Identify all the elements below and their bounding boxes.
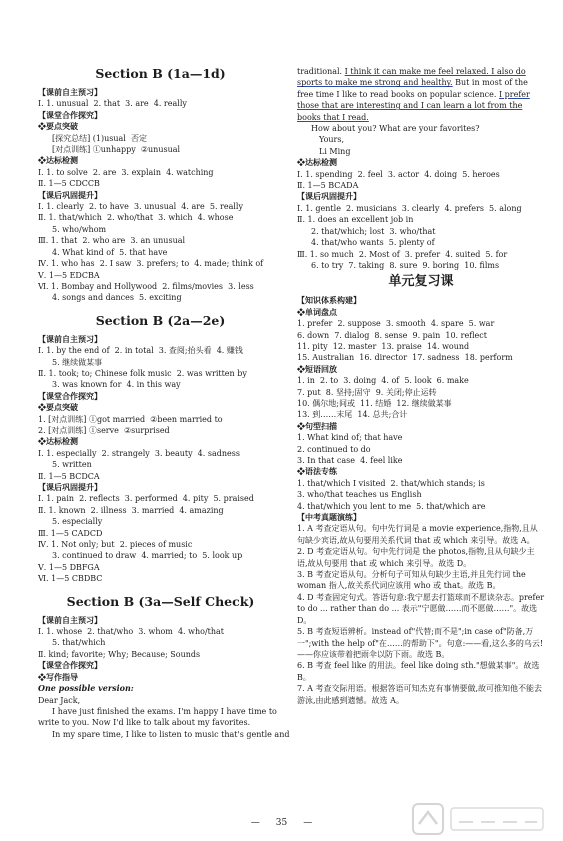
underlined-text: I prefer bbox=[498, 89, 530, 99]
text-line: Ⅵ. 1. Bombay and Hollywood 2. films/movies 3. less bbox=[38, 281, 254, 291]
text-line bbox=[297, 100, 545, 111]
section-tag: 【课前自主预习】 bbox=[38, 333, 102, 344]
subsection-label: ❖单词盘点 bbox=[297, 306, 337, 317]
section-tag: 【课前自主预习】 bbox=[38, 614, 102, 625]
text-line: 1. prefer 2. suppose 3. smooth 4. spare 5. war bbox=[297, 319, 495, 329]
text-line: Yours, bbox=[319, 135, 345, 145]
section-tag: 【课堂合作探究】 bbox=[38, 660, 102, 671]
text-line: Ⅴ. 1—5 DBFGA bbox=[38, 562, 100, 572]
text-line: 3. who/that teaches us English bbox=[297, 490, 422, 500]
underlined-text: I think it can make me feel relaxed. I also do bbox=[344, 67, 526, 76]
text-line: Ⅰ. 1. unusual 2. that 3. are 4. really bbox=[38, 99, 187, 109]
text-line: Ⅴ. 1—5 EDCBA bbox=[38, 270, 100, 280]
text-line: 4. that/which you lent to me 5. that/which are bbox=[297, 501, 486, 511]
underlined-text: those that are interesting and I can learn a lot from the bbox=[297, 101, 523, 111]
text-line: 1. [对点训练] ①got married ②been married to bbox=[38, 414, 223, 424]
text-line: 3. B 考查定语从句。分析句子可知从句缺少主语,并且先行词 the woman 指人,故关系代词应该用 who 或 that。故选 B。 bbox=[297, 570, 526, 591]
text-line: 5. 继续做某事 bbox=[52, 357, 103, 367]
text-line: 1. that/which I visited 2. that/which stands; is bbox=[297, 478, 485, 488]
text-line: Ⅰ. 1. pain 2. reflects 3. performed 4. pity 5. praised bbox=[38, 494, 254, 504]
text-line: Ⅱ. 1—5 CDCCB bbox=[38, 179, 100, 189]
text-line: I have just finished the exams. I'm happy I have time to bbox=[52, 706, 277, 716]
text-line: Dear Jack, bbox=[38, 695, 81, 705]
text-line: 13. 到……末尾 14. 总共;合计 bbox=[297, 410, 408, 420]
text-line: 3. was known for 4. in this way bbox=[52, 380, 181, 390]
subsection-label: ❖达标检测 bbox=[297, 157, 337, 168]
text-line: 4. D 考查固定句式。答语句意:我宁愿去打篮球而不愿读杂志。prefer to do ... rather than do ... 表示"宁愿做……而不愿做……"。故选 D。 bbox=[297, 592, 545, 625]
section-tag: 【课前自主预习】 bbox=[38, 87, 102, 97]
text-line: Ⅰ. 1. especially 2. strangely 3. beauty 4. sadness bbox=[38, 448, 240, 458]
text-line bbox=[297, 112, 545, 123]
text-line: 1. in 2. to 3. doing 4. of 5. look 6. make bbox=[297, 376, 469, 386]
text-line: 2. continued to do bbox=[297, 444, 371, 454]
text-line: Ⅱ. 1. does an excellent job in bbox=[297, 215, 414, 225]
text-line: 3. continued to draw 4. married; to 5. look up bbox=[52, 551, 243, 561]
text-line: 5. written bbox=[52, 460, 92, 470]
text-line: One possible version: bbox=[38, 683, 134, 694]
text-line: Ⅳ. 1. who has 2. I saw 3. prefers; to 4. made; think of bbox=[38, 259, 264, 269]
text-line: 2. D 考查定语从句。句中先行词是 the photos,指物,且从句缺少主语,故从句要用 that 或 which 来引导。故选 D。 bbox=[297, 547, 535, 568]
text-line: 1. A 考查定语从句。句中先行词是 a movie experience,指物,且从句缺少宾语,故从句要用关系代词 that 或 which 来引导。故选 A。 bbox=[297, 524, 538, 545]
subsection-label: ❖语法专练 bbox=[297, 466, 337, 477]
text-line: 6. to try 7. taking 8. sure 9. boring 10. films bbox=[311, 260, 500, 270]
text-line: [对点训练] ①unhappy ②unusual bbox=[52, 145, 181, 155]
text-line: Ⅲ. 1. that 2. who are 3. an unusual bbox=[38, 236, 186, 246]
section-tag: 【课堂合作探究】 bbox=[38, 109, 102, 120]
text-line: 4. that/who wants 5. plenty of bbox=[311, 238, 435, 248]
subsection-label: ❖要点突破 bbox=[38, 402, 78, 413]
text-line: Ⅱ. 1. that/which 2. who/that 3. which 4. whose bbox=[38, 213, 234, 223]
section-tag: 【课后巩固提升】 bbox=[38, 189, 102, 200]
text-line: 5. who/whom bbox=[52, 224, 107, 234]
text-line: Ⅱ. kind; favorite; Why; Because; Sounds bbox=[38, 649, 201, 659]
text-line: Ⅱ. 1—5 BCADA bbox=[297, 181, 359, 191]
text-line: 5. that/which bbox=[52, 638, 106, 648]
text-line: Li Ming bbox=[319, 146, 351, 156]
section-heading: Section B (1a—1d) bbox=[95, 66, 226, 81]
text-line: 7. A 考查交际用语。根据答语可知杰克有事情要做,故可推知他不能去游泳,由此感到遗憾。故选 A。 bbox=[297, 684, 543, 705]
left-column bbox=[38, 66, 290, 740]
section-tag: 【课后巩固提升】 bbox=[297, 191, 361, 202]
text-line: Ⅰ. 1. by the end of 2. in total 3. 查阅;抬头看 4. 赚钱 bbox=[38, 346, 243, 356]
section-tag: 【知识体系构建】 bbox=[297, 295, 361, 306]
text-line: write to you. Now I'd like to talk about my favorites. bbox=[38, 718, 251, 728]
text-line: 2. that/which; lost 3. who/that bbox=[311, 226, 436, 236]
subsection-label: ❖达标检测 bbox=[38, 155, 78, 166]
text-line: 10. 偶尔地;间或 11. 结婚 12. 继续做某事 bbox=[297, 398, 452, 408]
subsection-label: ❖要点突破 bbox=[38, 121, 78, 132]
text-line: 15. Australian 16. director 17. sadness 18. perform bbox=[297, 353, 513, 363]
text-line: Ⅰ. 1. clearly 2. to have 3. unusual 4. are 5. really bbox=[38, 202, 243, 212]
text-line: How about you? What are your favorites? bbox=[311, 124, 480, 134]
text-line: 5. B 考查短语辨析。instead of"代替;而不是";in case of"防备,万一";with the help of"在……的帮助下"。句意:——看,这么多的乌云!——你应该带着把雨伞以防下雨。故选 B。 bbox=[297, 627, 544, 659]
page-number: — 35 — bbox=[250, 818, 313, 828]
page-number-value: 35 bbox=[275, 818, 288, 828]
subsection-label: ❖句型扫描 bbox=[297, 420, 337, 431]
text-line: sports to make me strong and healthy. But in most of the bbox=[297, 78, 528, 88]
text-line: 1. What kind of; that have bbox=[297, 433, 403, 443]
text-line: Ⅱ. 1. known 2. illness 3. married 4. amazing bbox=[38, 505, 224, 515]
text-line: Ⅱ. 1—5 BCDCA bbox=[38, 471, 100, 481]
text-line: Ⅰ. 1. whose 2. that/who 3. whom 4. who/that bbox=[38, 627, 224, 637]
text-line: Ⅰ. 1. spending 2. feel 3. actor 4. doing 5. heroes bbox=[297, 169, 500, 179]
text-line: 2. [对点训练] ①serve ②surprised bbox=[38, 425, 170, 435]
subsection-label: ❖短语回放 bbox=[297, 363, 337, 374]
unit-review-title: 单元复习课 bbox=[388, 274, 454, 290]
underlined-text: sports to make me strong and healthy. bbox=[297, 78, 453, 88]
text-line: Ⅰ. 1. gentle 2. musicians 3. clearly 4. prefers 5. along bbox=[297, 203, 522, 213]
text-line: 11. pity 12. master 13. praise 14. wound bbox=[297, 341, 470, 351]
text-line: 6. B 考查 feel like 的用法。feel like doing sth."想做某事"。故选 B。 bbox=[297, 661, 540, 682]
text-line: Ⅰ. 1. to solve 2. are 3. explain 4. watching bbox=[38, 167, 214, 177]
text-line: 5. especially bbox=[52, 517, 103, 527]
right-column bbox=[297, 66, 545, 706]
underlined-text: books that I read. bbox=[297, 112, 369, 122]
text-line: 3. In that case 4. feel like bbox=[297, 456, 403, 465]
subsection-label: ❖达标检测 bbox=[38, 436, 78, 447]
subsection-label: ❖写作指导 bbox=[38, 671, 78, 682]
text-line: Ⅳ. 1. Not only; but 2. pieces of music bbox=[38, 540, 193, 550]
text-line: 7. put 8. 坚持;固守 9. 关闭;停止运转 bbox=[297, 387, 437, 397]
section-tag: 【课后巩固提升】 bbox=[38, 482, 102, 492]
text-line: traditional. I think it can make me feel relaxed. I also do bbox=[297, 67, 526, 76]
text-line: 6. down 7. dialog 8. sense 9. pain 10. reflect bbox=[297, 330, 487, 340]
section-tag: 【课堂合作探究】 bbox=[38, 390, 102, 401]
text-line: Ⅵ. 1—5 CBDBC bbox=[38, 574, 103, 584]
text-line: Ⅱ. 1. took; to; Chinese folk music 2. was written by bbox=[38, 368, 247, 378]
text-line: free time I like to read books on popular science. I prefer bbox=[297, 89, 530, 99]
watermark-logo-icon bbox=[409, 800, 549, 838]
section-heading: Section B (2a—2e) bbox=[95, 312, 226, 328]
text-line: In my spare time, I like to listen to music that's gentle and bbox=[52, 729, 290, 739]
text-line: Ⅲ. 1. so much 2. Most of 3. prefer 4. suited 5. for bbox=[297, 249, 508, 259]
section-tag: 【中考真题演练】 bbox=[297, 512, 361, 523]
section-heading: Section B (3a—Self Check) bbox=[66, 593, 255, 609]
text-line: 4. songs and dances 5. exciting bbox=[52, 293, 182, 303]
text-line: 4. What kind of 5. that have bbox=[52, 247, 168, 257]
text-line: Ⅲ. 1—5 CADCD bbox=[38, 528, 103, 538]
text-line: [探究总结] (1)usual 否定 bbox=[52, 133, 147, 143]
